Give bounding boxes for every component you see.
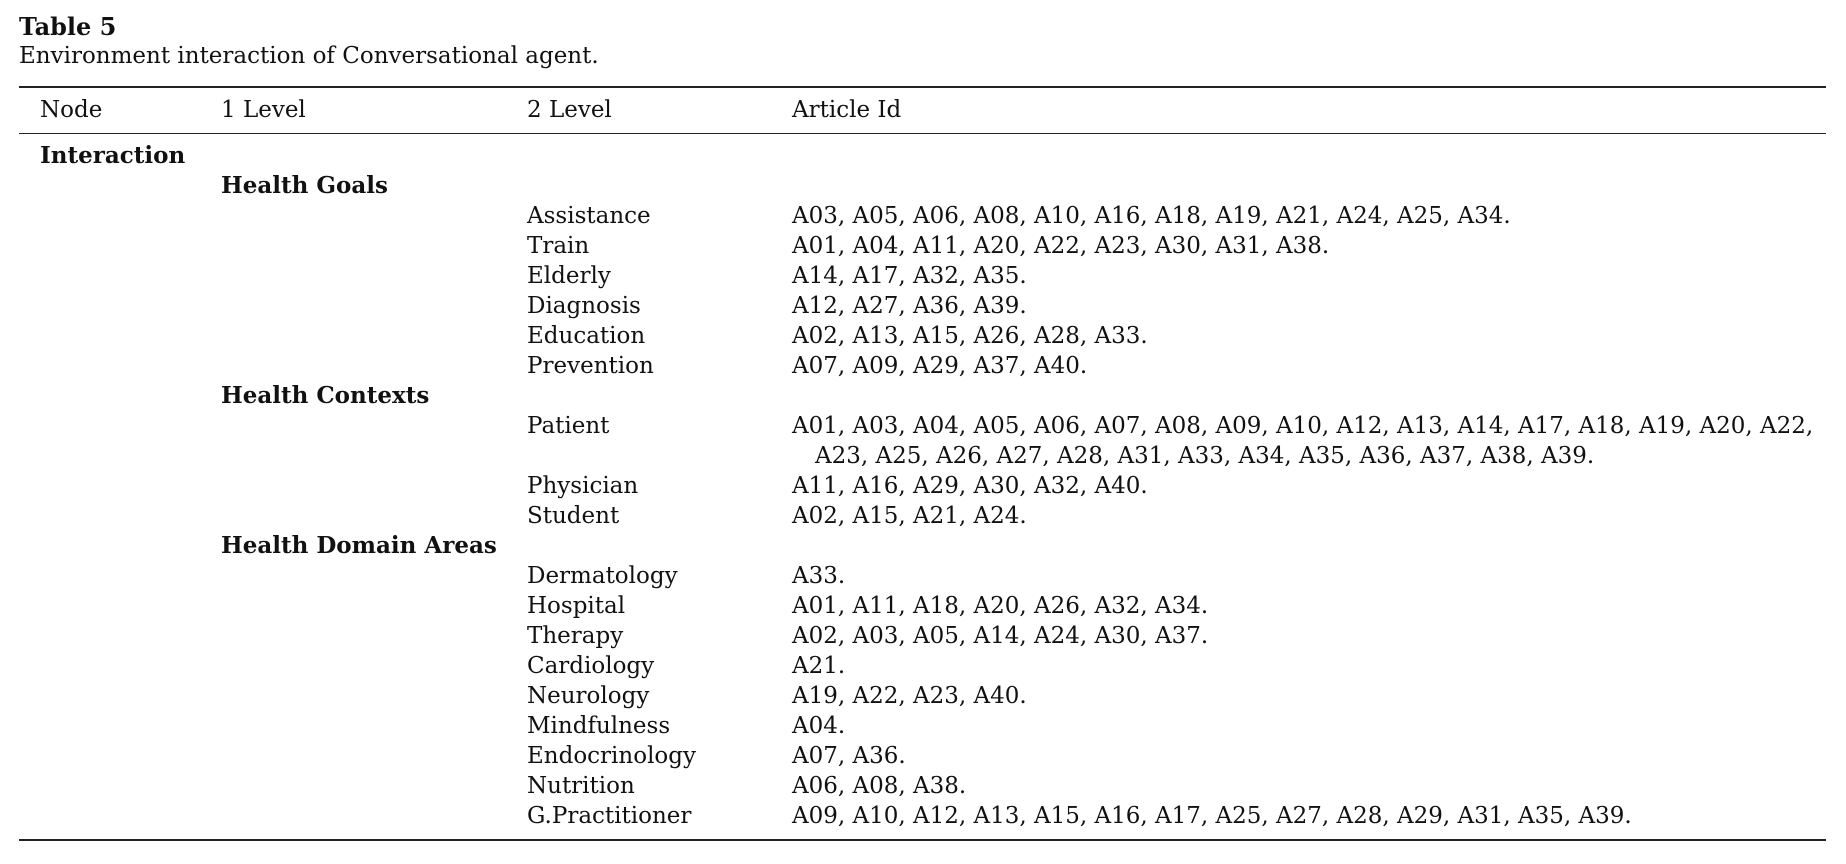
article-ids-cell: A19, A22, A23, A40. bbox=[792, 683, 1027, 709]
article-ids-cell: A02, A03, A05, A14, A24, A30, A37. bbox=[792, 623, 1209, 649]
table-row bbox=[19, 321, 1826, 351]
article-ids-cell: A21. bbox=[792, 653, 846, 679]
article-ids-cell: A04. bbox=[792, 713, 846, 739]
level2-cell: Diagnosis bbox=[527, 293, 641, 319]
article-ids-cell: A07, A09, A29, A37, A40. bbox=[792, 353, 1088, 379]
article-ids-cell: A02, A15, A21, A24. bbox=[792, 503, 1027, 529]
article-ids-cell: A06, A08, A38. bbox=[792, 773, 967, 799]
table-row bbox=[19, 681, 1826, 711]
group-label: Health Goals bbox=[221, 172, 388, 199]
article-ids-cell: A09, A10, A12, A13, A15, A16, A17, A25, A27, A28, A29, A31, A35, A39. bbox=[792, 803, 1632, 829]
table-row bbox=[19, 771, 1826, 801]
header-level1: 1 Level bbox=[221, 97, 306, 123]
table-row bbox=[19, 741, 1826, 771]
level2-cell: Education bbox=[527, 323, 646, 349]
node-label: Interaction bbox=[40, 142, 186, 169]
table-caption: Environment interaction of Conversational agent. bbox=[19, 43, 599, 69]
level2-cell: Mindfulness bbox=[527, 713, 671, 739]
table-row bbox=[19, 411, 1826, 471]
article-ids-cell: A01, A11, A18, A20, A26, A32, A34. bbox=[792, 593, 1209, 619]
node-row bbox=[19, 141, 1826, 171]
header-node: Node bbox=[40, 97, 103, 123]
article-ids-cell: A11, A16, A29, A30, A32, A40. bbox=[792, 473, 1148, 499]
table-row bbox=[19, 561, 1826, 591]
header-level2: 2 Level bbox=[527, 97, 612, 123]
table-row bbox=[19, 501, 1826, 531]
article-ids-cell: A14, A17, A32, A35. bbox=[792, 263, 1027, 289]
level2-cell: Dermatology bbox=[527, 563, 678, 589]
level2-cell: Neurology bbox=[527, 683, 650, 709]
header-article-id: Article Id bbox=[792, 97, 902, 123]
group-row bbox=[19, 171, 1826, 201]
level2-cell: Endocrinology bbox=[527, 743, 696, 769]
table-row bbox=[19, 591, 1826, 621]
article-ids-cell: A03, A05, A06, A08, A10, A16, A18, A19, A21, A24, A25, A34. bbox=[792, 203, 1511, 229]
article-ids-cell: A12, A27, A36, A39. bbox=[792, 293, 1027, 319]
table-row bbox=[19, 471, 1826, 501]
table-row bbox=[19, 291, 1826, 321]
level2-cell: Nutrition bbox=[527, 773, 635, 799]
article-ids-cell: A01, A04, A11, A20, A22, A23, A30, A31, A38. bbox=[792, 233, 1330, 259]
article-ids-cell: A33. bbox=[792, 563, 846, 589]
level2-cell: Elderly bbox=[527, 263, 611, 289]
table-figure bbox=[19, 12, 1826, 841]
table-row bbox=[19, 801, 1826, 831]
table-row bbox=[19, 231, 1826, 261]
table-row bbox=[19, 651, 1826, 681]
level2-cell: Physician bbox=[527, 473, 639, 499]
table-row bbox=[19, 261, 1826, 291]
table-row bbox=[19, 621, 1826, 651]
level2-cell: Assistance bbox=[527, 203, 651, 229]
article-ids-cell: A02, A13, A15, A26, A28, A33. bbox=[792, 323, 1148, 349]
group-label: Health Contexts bbox=[221, 382, 430, 409]
level2-cell: Train bbox=[527, 233, 590, 259]
article-ids-cell: A07, A36. bbox=[792, 743, 906, 769]
level2-cell: G.Practitioner bbox=[527, 803, 692, 829]
group-row bbox=[19, 381, 1826, 411]
level2-cell: Prevention bbox=[527, 353, 654, 379]
table-row bbox=[19, 201, 1826, 231]
bottom-rule bbox=[19, 839, 1826, 841]
table-header bbox=[19, 88, 1826, 133]
group-row bbox=[19, 531, 1826, 561]
table-row bbox=[19, 351, 1826, 381]
group-label: Health Domain Areas bbox=[221, 532, 497, 559]
level2-cell: Hospital bbox=[527, 593, 626, 619]
table-body bbox=[19, 134, 1826, 831]
level2-cell: Student bbox=[527, 503, 620, 529]
table-row bbox=[19, 711, 1826, 741]
table-label: Table 5 bbox=[19, 12, 117, 41]
level2-cell: Patient bbox=[527, 413, 610, 439]
article-ids-cell: A01, A03, A04, A05, A06, A07, A08, A09, A10, A12, A13, A14, A17, A18, A19, A20, A22, A23, A25, A26, A27, A28, A31, A33, A34, A35, A36, A37, A38, A39. bbox=[792, 413, 1814, 469]
level2-cell: Cardiology bbox=[527, 653, 655, 679]
level2-cell: Therapy bbox=[527, 623, 624, 649]
